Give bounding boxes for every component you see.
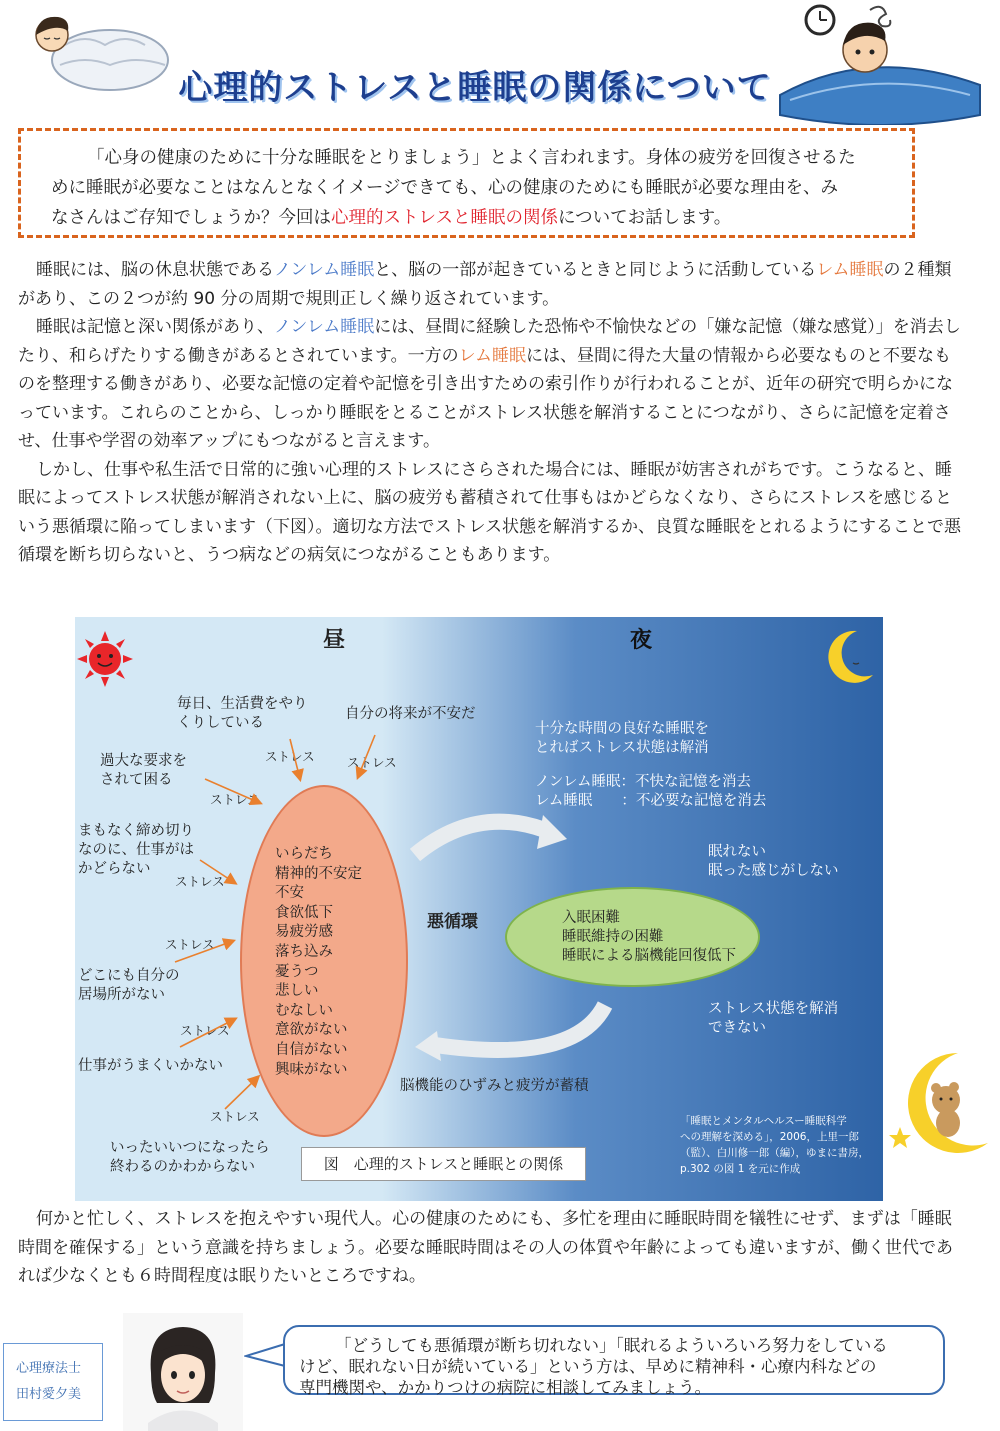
day-label: 昼 xyxy=(323,628,346,653)
figure-caption: 図 心理的ストレスと睡眠との関係 xyxy=(301,1147,586,1181)
stress-label-3: ストレス xyxy=(210,792,260,807)
author-profile xyxy=(3,1343,103,1421)
vicious-cycle-label: 悪循環 xyxy=(427,912,478,932)
stressor-6: 仕事がうまくいかない xyxy=(78,1058,223,1074)
brain-fatigue-text: 脳機能のひずみと疲労が蓄積 xyxy=(400,1078,589,1094)
figure-source: 「睡眠とメンタルヘルスー睡眠科学 への理解を深める」，2006，上里一郎 （監）、白川修一郎（編），ゆまに書房， p.302 の図 1 を元に作成 xyxy=(680,1115,869,1175)
speech-line-1: 「どうしても悪循環が断ち切れない」「眠れるよういろいろ努力をしている xyxy=(335,1336,888,1355)
stressor-5: どこにも自分の 居場所がない xyxy=(78,968,180,1003)
stress-label-5: ストレス xyxy=(165,937,215,952)
body-section-1 xyxy=(18,256,963,570)
page-title: 心理的ストレスと睡眠の関係について xyxy=(178,68,772,108)
stress-sleep-figure xyxy=(75,617,883,1201)
stressor-7: いったいいつになったら 終わるのかわからない xyxy=(110,1140,270,1175)
sleeping-woman-icon xyxy=(20,5,170,95)
speech-tail xyxy=(244,1340,288,1370)
stress-label-1: ストレス xyxy=(265,749,315,764)
stressor-1: 毎日、生活費をやり くりしている xyxy=(177,696,308,731)
intro-box xyxy=(18,128,915,238)
good-sleep-text: 十分な時間の良好な睡眠を とればストレス状態は解消 xyxy=(535,721,709,756)
stress-label-4: ストレス xyxy=(175,874,225,889)
paragraph-2: 睡眠は記憶と深い関係があり、ノンレム睡眠には、昼間に経験した恐怖や不愉快などの「嫌な記憶（嫌な感覚）」を消去したり、和らげたりする働きがあるとされています。一方のレム睡眠には、昼間に得た大量の情報から必要なものと不要なものを整理する働きがあり、必要な記憶の定着や記憶を引き出すための索引作りが行われることが、近年の研究で明らかになっています。これらのことから、しっかり睡眠をとることがストレス状態を解消することにつながり、さらに記憶を定着させ、仕事や学習の効率アップにもつながると言えます。 xyxy=(18,317,961,451)
stressor-3: 過大な要求を されて困る xyxy=(100,753,187,788)
author-role: 心理療法士 xyxy=(16,1361,82,1376)
cant-sleep-text: 眠れない 眠った感じがしない xyxy=(708,844,839,879)
paragraph-1: 睡眠には、脳の休息状態であるノンレム睡眠と、脳の一部が起きているときと同じように活動しているレム睡眠の２種類があり、この２つが約 90 分の周期で規則正しく繰り返されています。 xyxy=(18,260,952,309)
speech-bubble xyxy=(283,1325,945,1395)
sleepless-man-icon xyxy=(770,0,995,125)
intro-line-2: めに睡眠が必要なことはなんとなくイメージできても、心の健康のためにも睡眠が必要な理由を、み xyxy=(51,178,838,198)
woman-portrait-icon xyxy=(123,1313,243,1431)
speech-line-3: 専門機関や、かかりつけの病院に相談してみましょう。 xyxy=(299,1378,712,1397)
sleep-problems-list: 入眠困難 睡眠維持の困難 睡眠による脳機能回復低下 xyxy=(562,910,736,964)
speech-line-2: けど、眠れない日が続いている」という方は、早めに精神科・心療内科などの xyxy=(299,1357,877,1376)
unresolved-text: ストレス状態を解消 できない xyxy=(708,1001,839,1036)
symptoms-list: いらだち 精神的不安定 不安 食欲低下 易疲労感 落ち込み 憂うつ 悲しい むなしい 意欲がない 自信がない 興味がない xyxy=(275,846,362,1078)
night-label: 夜 xyxy=(630,628,653,653)
intro-highlight: 心理的ストレスと睡眠の関係 xyxy=(331,208,558,228)
author-name: 田村愛夕美 xyxy=(16,1387,82,1402)
intro-line-1: 「心身の健康のために十分な睡眠をとりましょう」とよく言われます。身体の疲労を回復させるた xyxy=(87,148,856,168)
alarm-clock-icon xyxy=(806,6,834,34)
stress-label-6: ストレス xyxy=(180,1023,230,1038)
intro-line-3: なさんはご存知でしょうか？今回は心理的ストレスと睡眠の関係についてお話します。 xyxy=(51,208,732,228)
nonrem-text: ノンレム睡眠：不快な記憶を消去 xyxy=(535,774,751,790)
stress-label-7: ストレス xyxy=(210,1109,260,1124)
stressor-2: 自分の将来が不安だ xyxy=(345,706,476,722)
paragraph-3: しかし、仕事や私生活で日常的に強い心理的ストレスにさらされた場合には、睡眠が妨害されがちです。こうなると、睡眠によってストレス状態が解消されない上に、脳の疲労も蓄積されて仕事もはかどらなくなり、さらにストレスを感じるという悪循環に陥ってしまいます（下図）。適切な方法でストレス状態を解消するか、良質な睡眠をとれるようにすることで悪循環を断ち切らないと、うつ病などの病気につながることもあります。 xyxy=(18,459,961,565)
body-section-2 xyxy=(18,1205,963,1291)
bear-on-moon-icon xyxy=(888,1045,1000,1160)
rem-text: レム睡眠 ：不必要な記憶を消去 xyxy=(535,793,767,809)
stress-label-2: ストレス xyxy=(347,755,397,770)
stressor-4: まもなく締め切り なのに、仕事がは かどらない xyxy=(78,823,194,877)
paragraph-4: 何かと忙しく、ストレスを抱えやすい現代人。心の健康のためにも、多忙を理由に睡眠時間を犠牲にせず、まずは「睡眠時間を確保する」という意識を持ちましょう。必要な睡眠時間はその人の体質や年齢によっても違いますが、働く世代であれば少なくとも６時間程度は眠りたいところですね。 xyxy=(18,1209,953,1286)
